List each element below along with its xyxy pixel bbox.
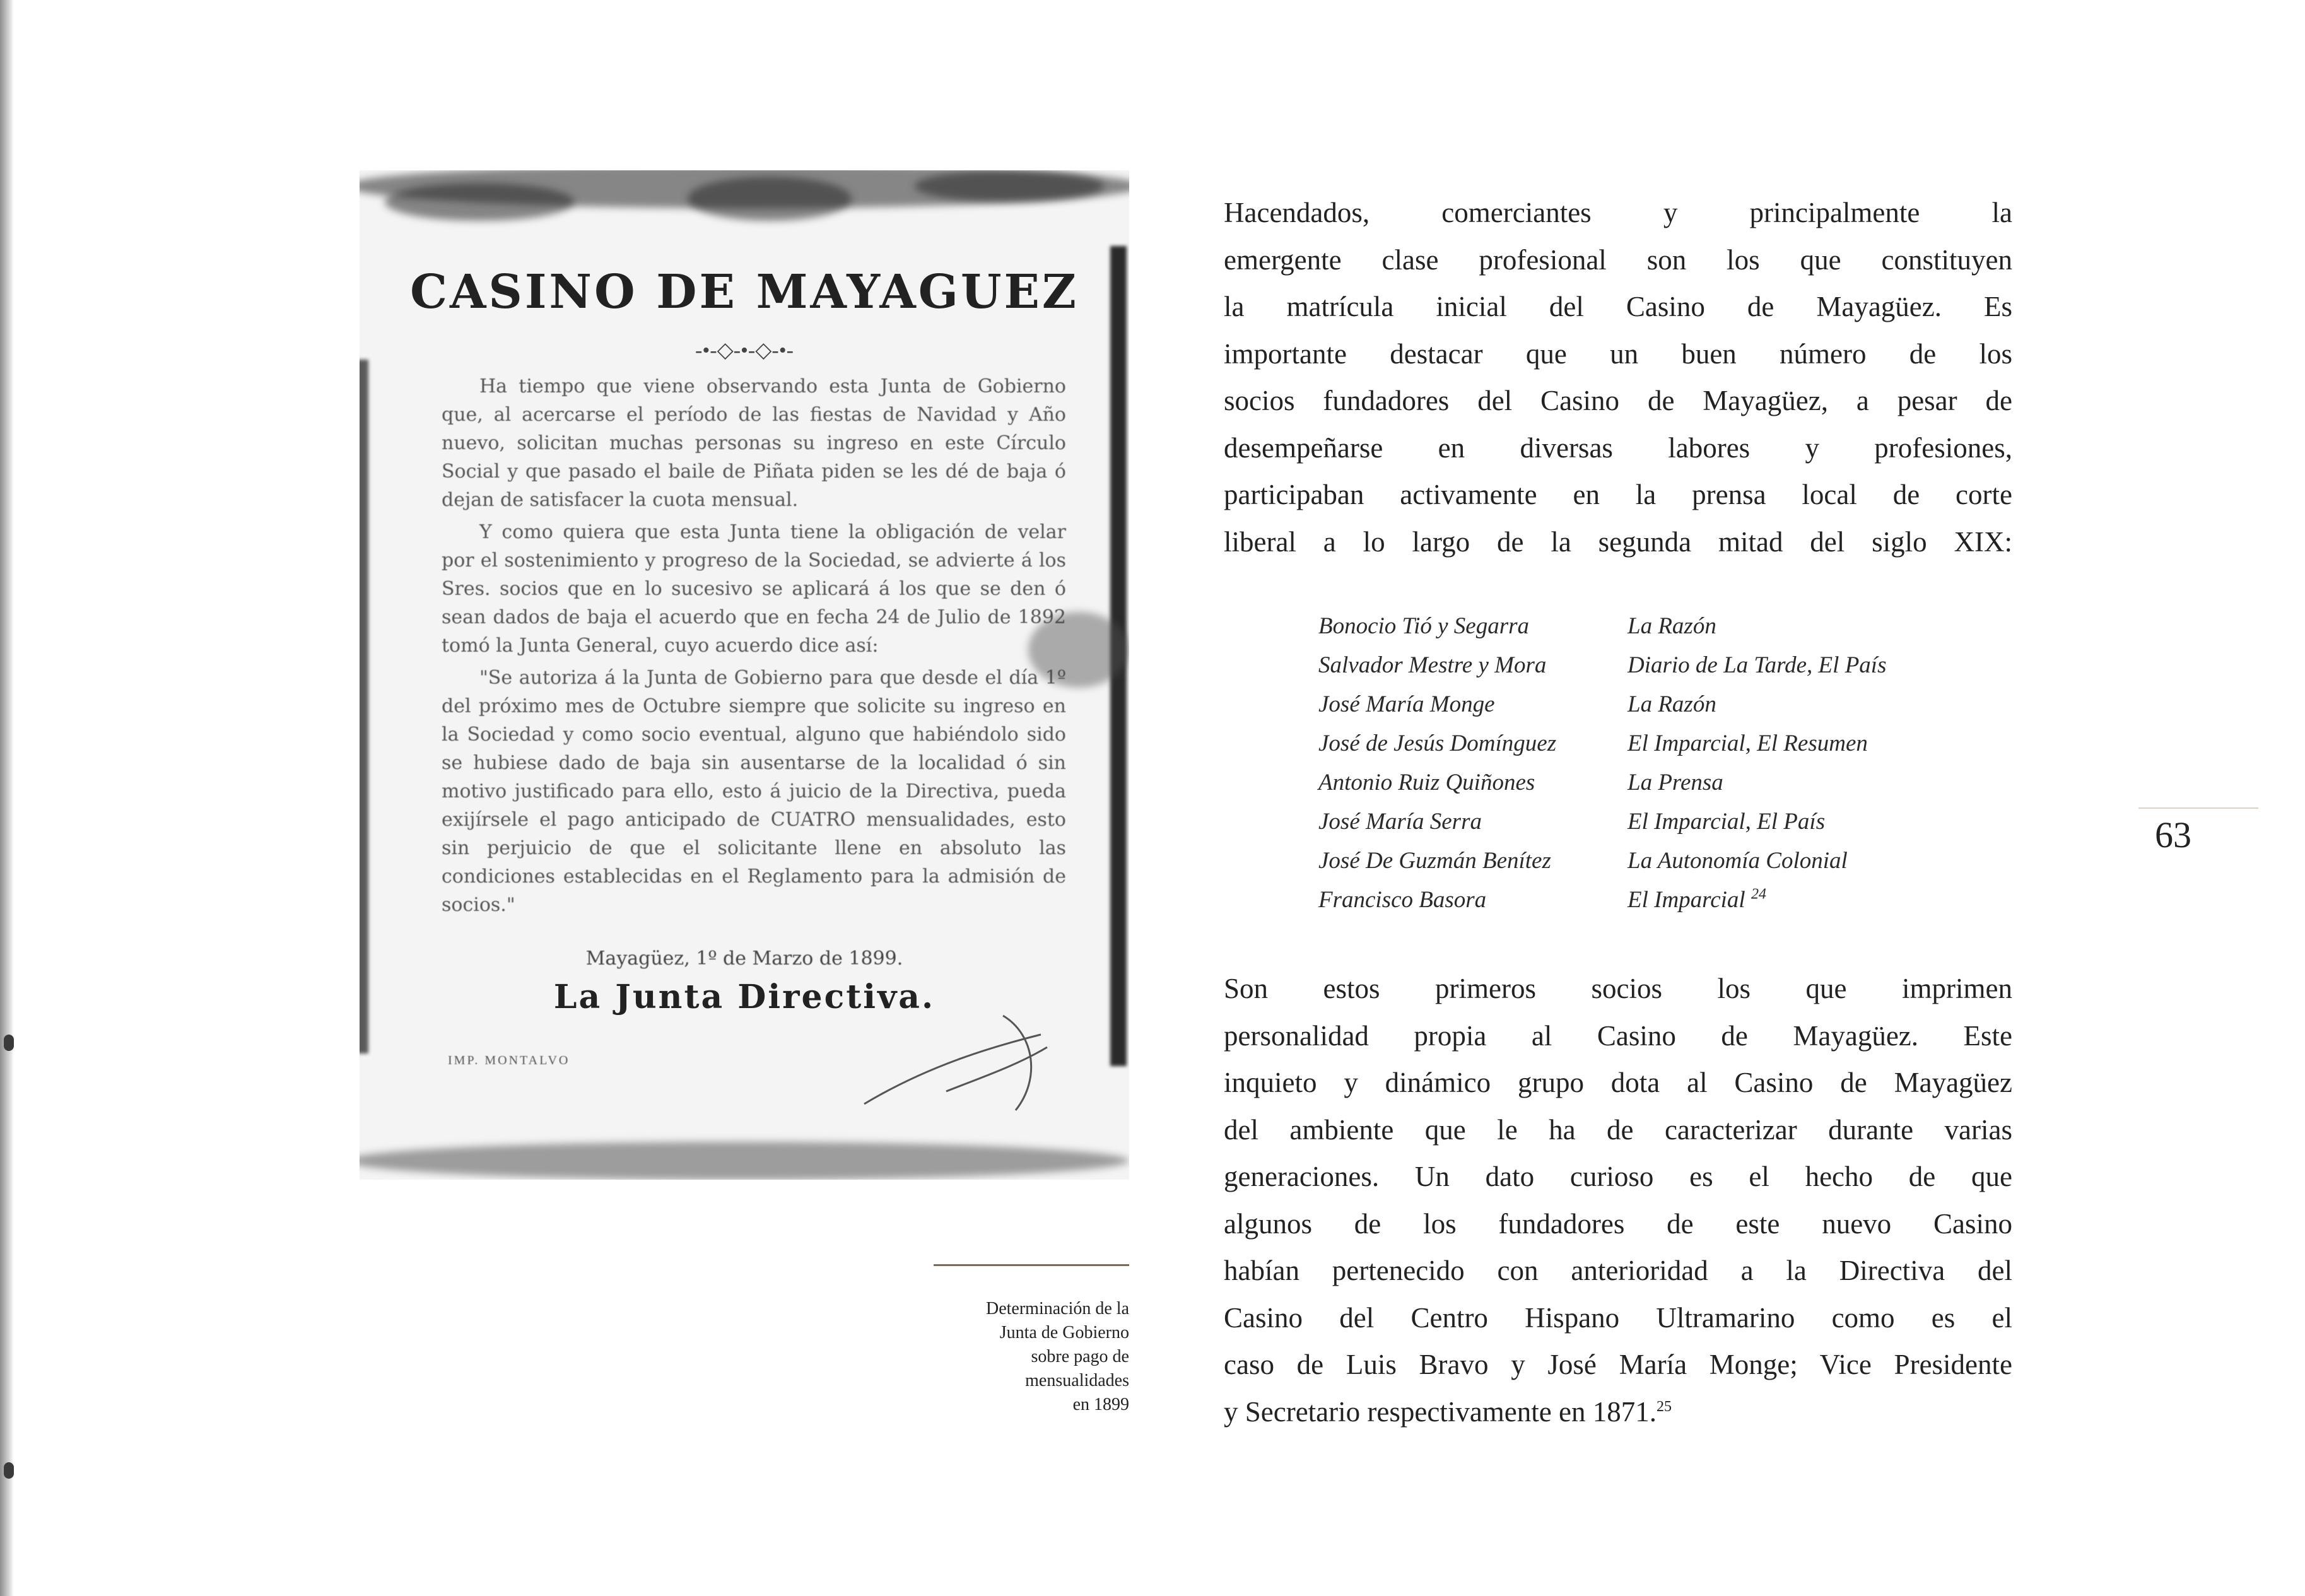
founders-list	[1318, 607, 2012, 920]
founder-name: Salvador Mestre y Mora	[1318, 652, 1547, 678]
founder-name: Bonocio Tió y Segarra	[1318, 613, 1530, 639]
founder-name: José María Monge	[1318, 691, 1495, 717]
newspaper-name: El Imparcial, El Resumen	[1628, 731, 1868, 756]
notice-date: Mayagüez, 1º de Marzo de 1899.	[585, 948, 903, 970]
paragraph-line-text: y Secretario respectivamente en 1871.	[1224, 1395, 1657, 1428]
list-item	[1318, 724, 2012, 763]
newspaper-name: La Prensa	[1628, 770, 1723, 795]
intro-paragraph	[1224, 189, 2012, 565]
caption-line: Determinación de la	[985, 1299, 1129, 1318]
caption-line: mensualidades	[1025, 1371, 1129, 1390]
list-item	[1318, 646, 2012, 685]
paragraph-line: habían pertenecido con anterioridad a la Directiva del	[1224, 1255, 2012, 1286]
paragraph-line: caso de Luis Bravo y José María Monge; Vice Presidente	[1224, 1349, 2012, 1380]
paragraph-last-line	[1224, 1388, 2012, 1436]
paragraph-line: desempeñarse en diversas labores y profesiones,	[1224, 431, 2012, 464]
paragraph-line: emergente clase profesional son los que constituyen	[1224, 244, 2012, 276]
paragraph-line: liberal a lo largo de la segunda mitad del siglo XIX:	[1224, 525, 2012, 558]
page-number-rule	[2138, 807, 2258, 809]
paragraph-line: generaciones. Un dato curioso es el hecho de que	[1224, 1161, 2012, 1192]
caption-line: Junta de Gobierno	[999, 1323, 1129, 1342]
caption-line: en 1899	[1072, 1395, 1129, 1414]
newspaper-name: El Imparcial, El País	[1628, 809, 1826, 835]
caption-line: sobre pago de	[1031, 1347, 1129, 1366]
list-item	[1318, 685, 2012, 724]
paragraph-line: inquieto y dinámico grupo dota al Casino de Mayagüez	[1224, 1067, 2012, 1098]
scanned-notice-image	[360, 170, 1129, 1180]
notice-paragraph: "Se autoriza á la Junta de Gobierno para que desde el día 1º del próximo mes de Octubre siempre que solicite su ingreso en la Sociedad y como socio eventual, alguno que habiéndolo sido se hubiese dado de baja sin ausentarse de la localidad ó sin motivo justificado para ello, esto á juicio de la Directiva, pueda exijírsele el pago anticipado de CUATRO mensualidades, esto sin perjuicio de que el solicitante llene en absoluto las condiciones establecidas en el Reglamento para la admisión de socios."	[442, 667, 1066, 916]
binding-mark	[4, 1035, 14, 1051]
list-item	[1318, 881, 2012, 920]
notice-signature: La Junta Directiva.	[553, 978, 935, 1016]
caption-rule	[934, 1264, 1129, 1266]
list-item	[1318, 842, 2012, 881]
list-item	[1318, 607, 2012, 646]
notice-body	[442, 372, 1066, 923]
notice-ornament: -•-◇-•-◇-•-	[695, 339, 794, 362]
paragraph-line: Son estos primeros socios los que imprimen	[1224, 973, 2012, 1004]
newspaper-name: La Autonomía Colonial	[1628, 848, 1848, 874]
paragraph-line: la matrícula inicial del Casino de Mayagüez. Es	[1224, 291, 2012, 322]
notice-title: CASINO DE MAYAGUEZ	[410, 265, 1079, 319]
founder-name: Antonio Ruiz Quiñones	[1318, 770, 1535, 795]
list-item	[1318, 763, 2012, 802]
paragraph-line: del ambiente que le ha de caracterizar durante varias	[1224, 1113, 2012, 1146]
footnote-marker: 24	[1751, 886, 1766, 903]
paragraph-line: socios fundadores del Casino de Mayagüez, a pesar de	[1224, 385, 2012, 416]
notice-imprint: IMP. MONTALVO	[448, 1053, 570, 1067]
paragraph-line: personalidad propia al Casino de Mayagüez. Este	[1224, 1019, 2012, 1052]
footnote-marker: 25	[1656, 1398, 1672, 1415]
newspaper-name: Diario de La Tarde, El País	[1628, 652, 1887, 678]
founder-name: José De Guzmán Benítez	[1318, 848, 1551, 874]
paragraph-line: Casino del Centro Hispano Ultramarino como es el	[1224, 1301, 2012, 1334]
founder-name: José María Serra	[1318, 809, 1482, 835]
page-number: 63	[2155, 814, 2191, 855]
second-paragraph	[1224, 965, 2012, 1435]
newspaper-name: La Razón	[1628, 613, 1716, 639]
image-caption	[883, 1297, 1129, 1417]
newspaper-name: La Razón	[1628, 691, 1716, 717]
page-binding-edge	[0, 0, 14, 1596]
paragraph-line: algunos de los fundadores de este nuevo Casino	[1224, 1207, 2012, 1240]
list-item	[1318, 802, 2012, 842]
binding-mark	[4, 1462, 14, 1479]
notice-paragraph: Y como quiera que esta Junta tiene la obligación de velar por el sostenimiento y progreso de la Sociedad, se advierte á los Sres. socios que en lo sucesivo se aplicará á los que se den ó sean dados de baja el acuerdo que en fecha 24 de Julio de 1892 tomó la Junta General, cuyo acuerdo dice así:	[442, 521, 1066, 657]
founder-name: José de Jesús Domínguez	[1318, 731, 1557, 756]
founder-name: Francisco Basora	[1318, 887, 1487, 913]
newspaper-name	[1628, 881, 1766, 920]
paragraph-line: participaban activamente en la prensa local de corte	[1224, 479, 2012, 510]
newspaper-name-text: El Imparcial	[1628, 887, 1745, 913]
paragraph-line: importante destacar que un buen número de los	[1224, 337, 2012, 370]
signature-flourish	[852, 1009, 1053, 1117]
notice-paragraph: Ha tiempo que viene observando esta Junta de Gobierno que, al acercarse el período de las fiestas de Navidad y Año nuevo, solicitan muchas personas su ingreso en este Círculo Social y que pasado el baile de Piñata piden se les dé de baja ó dejan de satisfacer la cuota mensual.	[442, 375, 1066, 511]
paragraph-line: Hacendados, comerciantes y principalmente la	[1224, 197, 2012, 228]
